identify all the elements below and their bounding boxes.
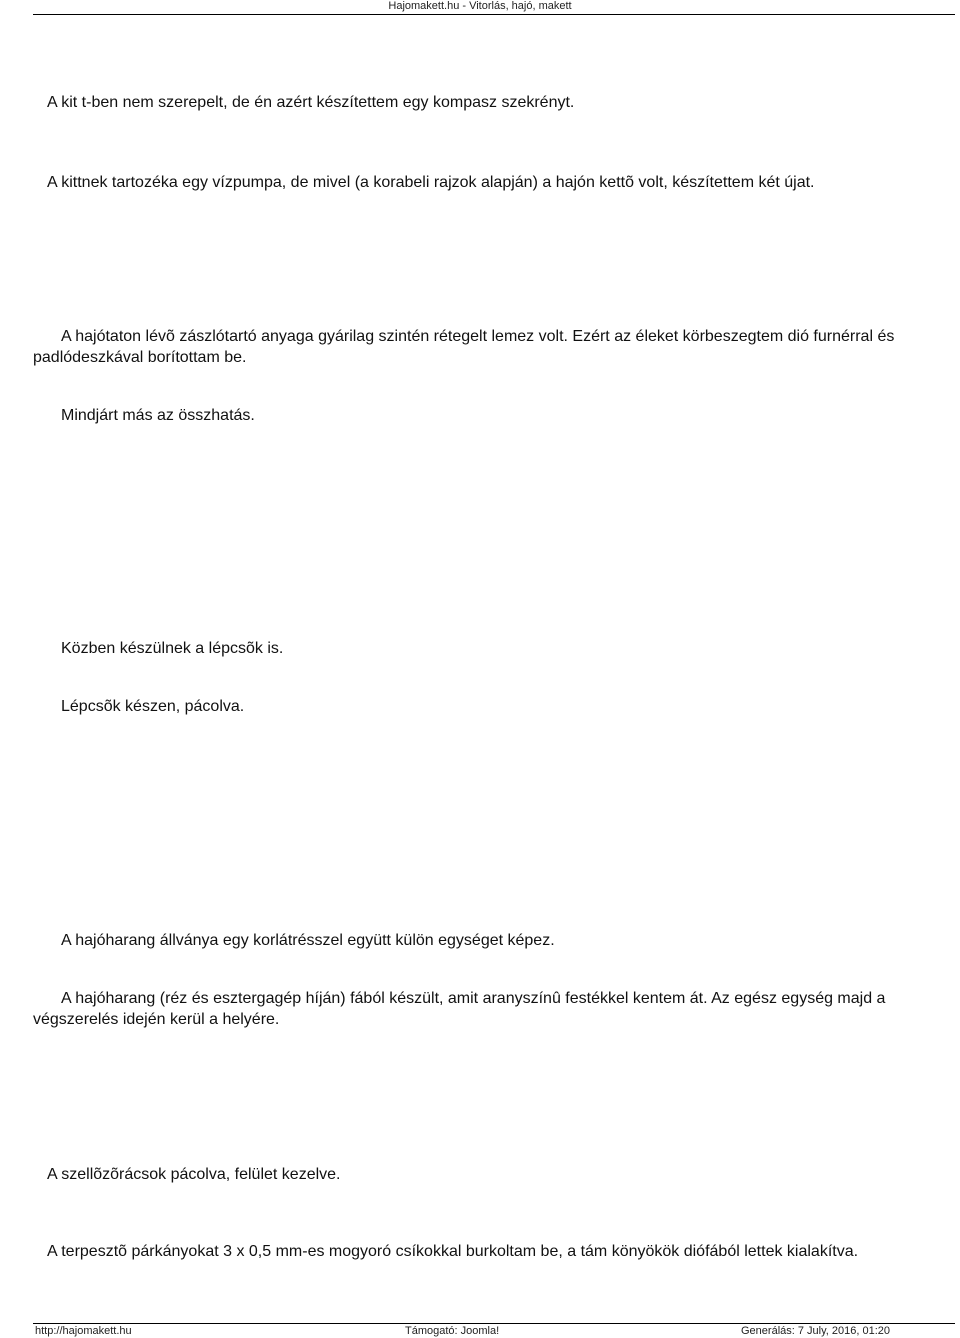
paragraph-water-pump: A kittnek tartozéka egy vízpumpa, de mivel (a korabeli rajzok alapján) a hajón kettõ volt, készítettem két újat. [47,174,815,191]
paragraph-bell-stand: A hajóharang állványa egy korlátrésszel együtt külön egységet képez. [61,932,555,949]
paragraph-stairs-done: Lépcsõk készen, pácolva. [61,698,245,715]
paragraph-spreader-ledges: A terpesztõ párkányokat 3 x 0,5 mm-es mogyoró csíkokkal burkoltam be, a tám könyökök diófából lettek kialakítva. [47,1243,859,1260]
footer-site-link[interactable]: http://hajomakett.hu [35,1325,132,1337]
page-header-title: Hajomakett.hu - Vitorlás, hajó, makett [388,0,572,12]
paragraph-stairs-in-progress: Közben készülnek a lépcsõk is. [61,640,284,657]
paragraph-ship-bell: A hajóharang (réz és esztergagép híján) fából készült, amit aranyszínû festékkel kentem át. Az egész egység majd a végszerelés idején kerül a helyére. [33,990,886,1028]
paragraph-flag-holder: A hajótaton lévõ zászlótartó anyaga gyárilag szintén rétegelt lemez volt. Ezért az éleket körbeszegtem dió furnérral és padlódeszkával borítottam be. [33,328,895,366]
header-divider [33,14,955,15]
paragraph-compass-cabinet: A kit t-ben nem szerepelt, de én azért készítettem egy kompasz szekrényt. [47,94,575,111]
paragraph-overall-effect: Mindjárt más az összhatás. [61,407,255,424]
footer-divider [33,1323,955,1324]
paragraph-ventilation-grates: A szellõzõrácsok pácolva, felület kezelve. [47,1166,341,1183]
footer-generated-date: Generálás: 7 July, 2016, 01:20 [741,1325,891,1337]
footer-sponsor: Támogató: Joomla! [405,1325,500,1337]
